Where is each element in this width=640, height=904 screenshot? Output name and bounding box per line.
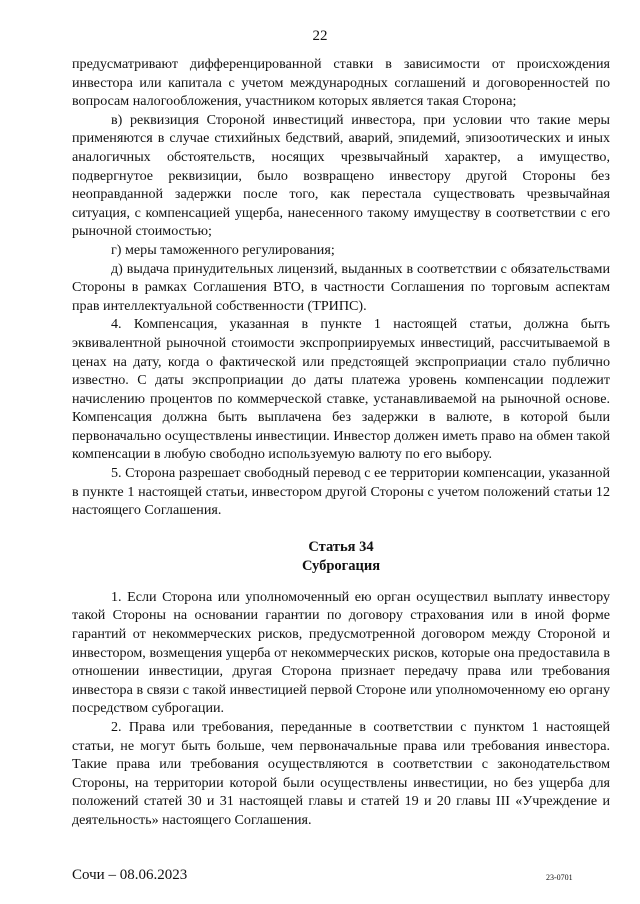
paragraph-item-d: д) выдача принудительных лицензий, выданных в соответствии с обязательствами Стороны в рамках Соглашения ВТО, в частности Соглашения по торговым аспектам прав интеллектуальной собственности (ТРИПС). [72, 260, 610, 314]
paragraph-continuation: предусматривают дифференцированной ставки в зависимости от происхождения инвестора или капитала с учетом международных соглашений и договоренностей по вопросам налогообложения, участником которых является такая Сторона; [72, 56, 610, 110]
article-title: Суброгация [301, 557, 381, 574]
footer-place-date: Сочи – 08.06.2023 [72, 867, 188, 883]
paragraph-item-g: г) меры таможенного регулирования; [111, 241, 335, 258]
paragraph-point-4: 4. Компенсация, указанная в пункте 1 настоящей статьи, должна быть эквивалентной рыночной стоимости экспроприируемых инвестиций, рассчитываемой в ценах на дату, когда о фактической или предстоящей экспроприации стало публично известно. С даты экспроприации до даты платежа уровень компенсации подлежит начислению процентов по коммерческой ставке, устанавливаемой на рыночной основе. Компенсация должна быть выплачена без задержки в валюте, в которой были первоначально осуществлены инвестиции. Инвестор должен иметь право на обмен такой компенсации в любую свободно используемую валюту по его выбору. [72, 316, 610, 463]
paragraph-point-5: 5. Сторона разрешает свободный перевод с ее территории компенсации, указанной в пункте 1 настоящей статьи, инвестором другой Стороны с учетом положений статьи 12 настоящего Соглашения. [72, 465, 610, 519]
footer-document-code: 23-0701 [546, 873, 573, 882]
page-number: 22 [312, 28, 328, 44]
article-paragraph-1: 1. Если Сторона или уполномоченный ею орган осуществил выплату инвестору такой Стороны на основании гарантии по договору страхования или в иной форме гарантий от некоммерческих рисков, предусмотренной договором между Стороной и инвестором, возмещения ущерба от некоммерческих рисков, которые она предоставила в отношении инвестиции, другая Сторона признает передачу права или требования инвестора в связи с такой инвестицией первой Стороне или уполномоченному ею органу посредством суброгации. [72, 588, 610, 717]
document-body [72, 55, 610, 830]
paragraph-item-v: в) реквизиция Стороной инвестиций инвестора, при условии что такие меры применяются в случае стихийных бедствий, аварий, эпидемий, эпизоотических и иных аналогичных обстоятельств, носящих чрезвычайный характер, а имущество, подвергнутое реквизиции, было возвращено инвестору другой Стороны без неоправданной задержки после того, как перестала существовать чрезвычайная ситуация, с компенсацией ущерба, нанесенного такому имуществу в соответствии с его рыночной стоимостью; [72, 111, 610, 240]
article-heading: Статья 34 [308, 538, 374, 555]
article-paragraph-2: 2. Права или требования, переданные в соответствии с пунктом 1 настоящей статьи, не могут быть больше, чем первоначальные права или требования инвестора. Такие права или требования осуществляются в соответствии с законодательством Стороны, на территории которой были осуществлены инвестиции, но без ущерба для положений статей 30 и 31 настоящей главы и статей 19 и 20 главы III «Учреждение и деятельность» настоящего Соглашения. [72, 719, 610, 828]
